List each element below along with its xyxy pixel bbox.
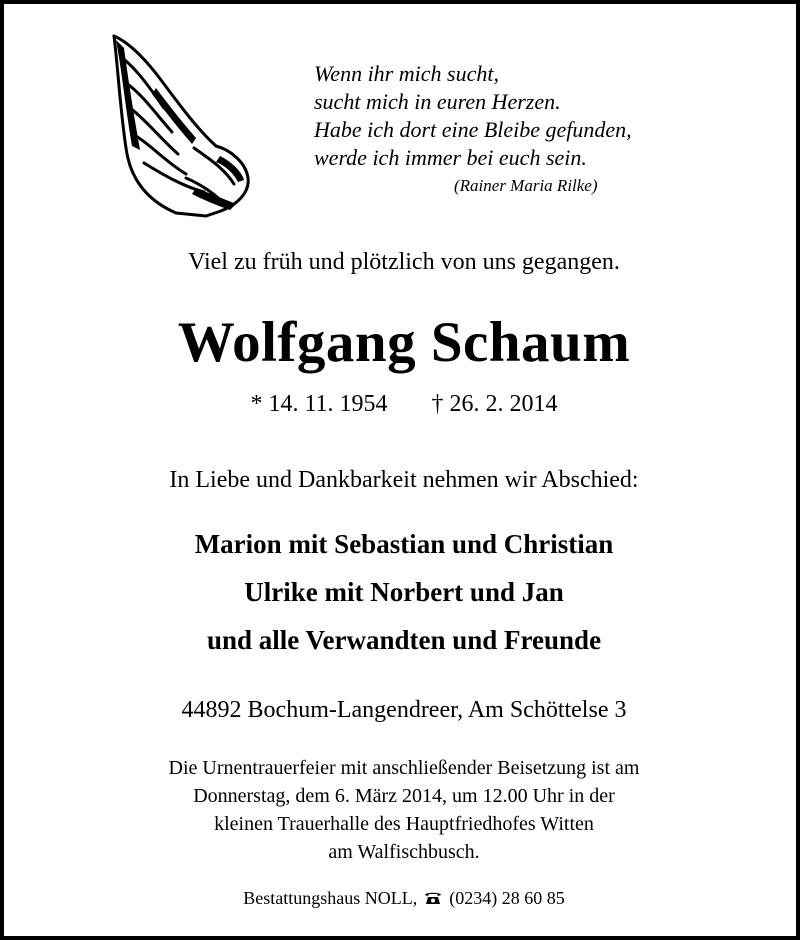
mourners-list <box>4 520 800 664</box>
ceremony-line: Donnerstag, dem 6. März 2014, um 12.00 Uhr in der <box>193 785 615 807</box>
praying-hands-icon <box>96 28 251 218</box>
ceremony-line: kleinen Trauerhalle des Hauptfriedhofes Witten <box>214 813 594 835</box>
intro-text: Viel zu früh und plötzlich von uns gegangen. <box>188 249 620 275</box>
death-date: † 26. 2. 2014 <box>431 391 558 417</box>
undertaker-info <box>4 888 800 909</box>
deceased-name: Wolfgang Schaum <box>177 311 631 374</box>
mourner-line: und alle Verwandten und Freunde <box>206 625 602 655</box>
birth-date: * 14. 11. 1954 <box>250 391 388 417</box>
life-dates <box>4 391 800 418</box>
ceremony-line: Die Urnentrauerfeier mit anschließender Beisetzung ist am <box>168 757 640 779</box>
poem <box>314 60 694 198</box>
undertaker-phone: (0234) 28 60 85 <box>449 888 565 908</box>
poem-line: Wenn ihr mich sucht, <box>314 61 499 86</box>
poem-line: sucht mich in euren Herzen. <box>314 89 561 114</box>
poem-line: Habe ich dort eine Bleibe gefunden, <box>314 117 632 142</box>
poem-line: werde ich immer bei euch sein. <box>314 145 587 170</box>
mourner-line: Ulrike mit Norbert und Jan <box>244 577 564 607</box>
ceremony-info <box>4 754 800 866</box>
farewell-text: In Liebe und Dankbarkeit nehmen wir Abschied: <box>169 467 639 493</box>
ceremony-line: am Walfischbusch. <box>328 841 480 863</box>
telephone-icon <box>424 891 442 905</box>
undertaker-name: Bestattungshaus NOLL, <box>243 888 418 908</box>
mourner-line: Marion mit Sebastian und Christian <box>194 529 614 559</box>
poem-author: (Rainer Maria Rilke) <box>454 176 598 195</box>
address: 44892 Bochum-Langendreer, Am Schöttelse 3 <box>181 697 627 723</box>
